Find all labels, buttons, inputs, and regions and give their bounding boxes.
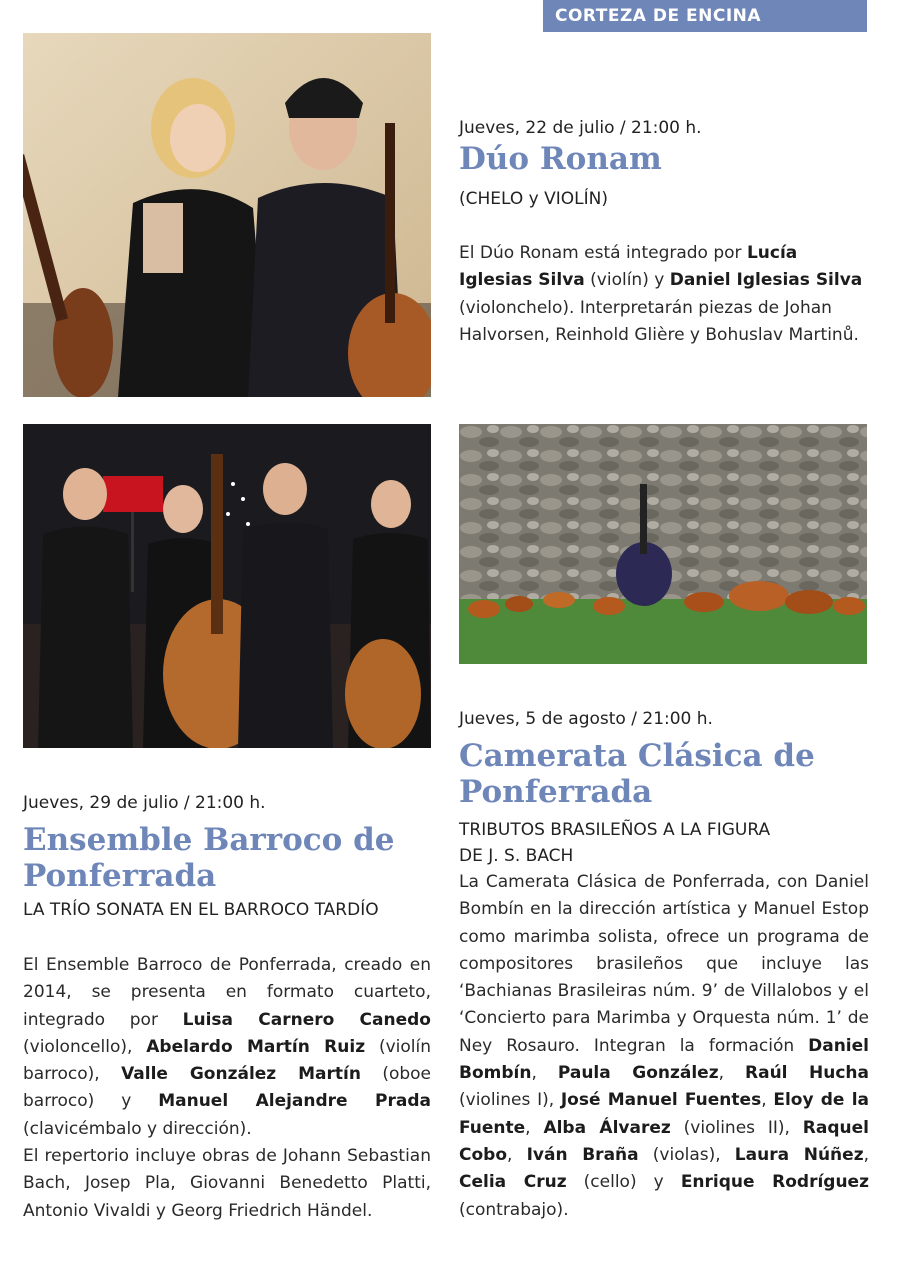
duo-ronam-photo bbox=[23, 33, 431, 397]
concert3-title: Camerata Clásica de Ponferrada bbox=[459, 738, 815, 810]
ensemble-barroco-photo bbox=[23, 424, 431, 748]
concert2-body: El Ensemble Barroco de Ponferrada, creado en 2014, se presenta en formato cuarteto, integrado por Luisa Carnero Canedo (violoncello), Abelardo Martín Ruiz (violín barroco), Valle González Martín (oboe barroco) y Manuel Alejandre Prada (clavicémbalo y dirección). El repertorio incluye obras de Johann Sebastian Bach, Josep Pla, Giovanni Benedetto Platti, Antonio Vivaldi y Georg Friedrich Händel. bbox=[23, 955, 431, 1221]
concert2-date: Jueves, 29 de julio / 21:00 h. bbox=[23, 793, 266, 813]
section-tag: CORTEZA DE ENCINA bbox=[543, 0, 867, 32]
camerata-photo bbox=[459, 424, 867, 664]
concert1-subtitle: (CHELO y VIOLÍN) bbox=[459, 189, 608, 209]
concert2-title: Ensemble Barroco de Ponferrada bbox=[23, 822, 395, 894]
concert1-date: Jueves, 22 de julio / 21:00 h. bbox=[459, 118, 702, 138]
concert3-subtitle: TRIBUTOS BRASILEÑOS A LA FIGURA DE J. S. BACH bbox=[459, 820, 771, 866]
concert2-subtitle: LA TRÍO SONATA EN EL BARROCO TARDÍO bbox=[23, 900, 379, 920]
concert3-date: Jueves, 5 de agosto / 21:00 h. bbox=[459, 709, 713, 729]
concert3-body: La Camerata Clásica de Ponferrada, con Daniel Bombín en la dirección artística y Manuel Estop como marimba solista, ofrece un programa de compositores brasileños que incluye las ‘Bachianas Brasileiras núm. 9’ de Villalobos y el ‘Concierto para Marimba y Orquesta núm. 1’ de Ney Rosauro. Integran la formación Daniel Bombín, Paula González, Raúl Hucha (violines I), José Manuel Fuentes, Eloy de la Fuente, Alba Álvarez (violines II), Raquel Cobo, Iván Braña (violas), Laura Núñez, Celia Cruz (cello) y Enrique Rodríguez (contrabajo). bbox=[459, 872, 869, 1220]
concert1-title: Dúo Ronam bbox=[459, 141, 662, 177]
concert1-body: El Dúo Ronam está integrado por Lucía Iglesias Silva (violín) y Daniel Iglesias Silva (violonchelo). Interpretarán piezas de Johan Halvorsen, Reinhold Glière y Bohuslav Martinů. bbox=[459, 243, 863, 345]
